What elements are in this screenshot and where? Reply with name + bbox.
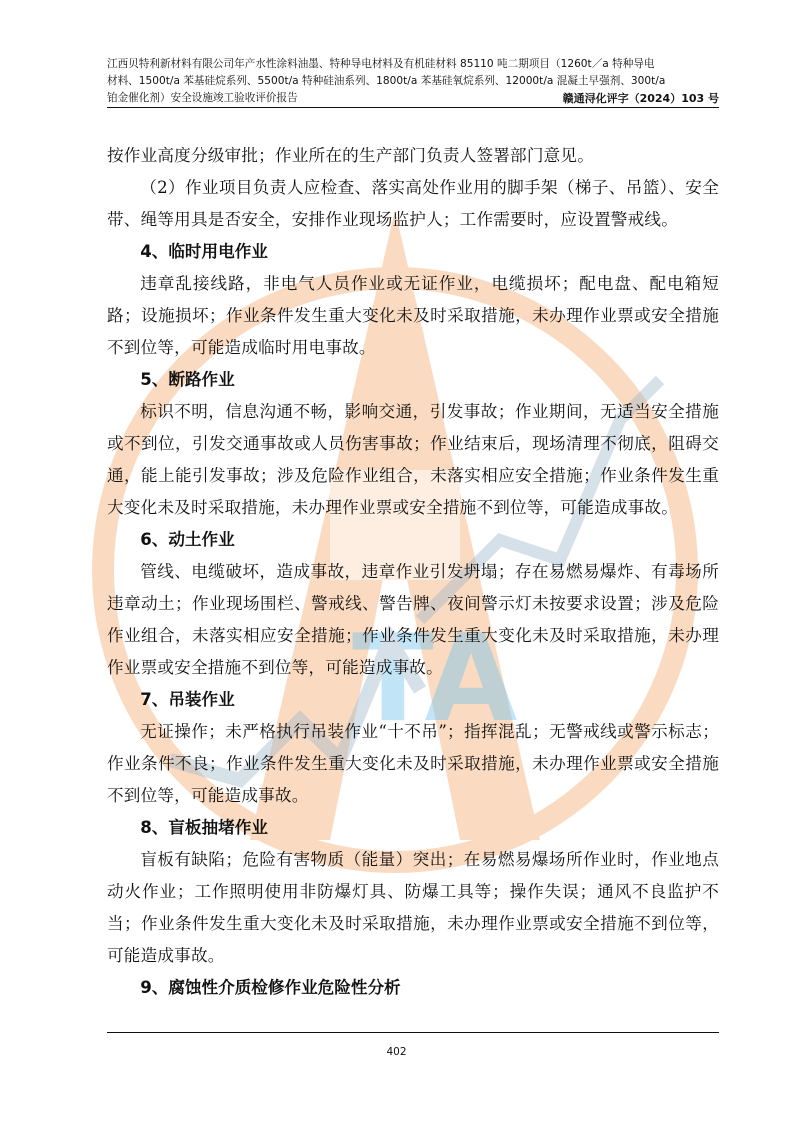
section-heading-9: 9、腐蚀性介质检修作业危险性分析 bbox=[140, 978, 401, 997]
paragraph-section-4: 违章乱接线路，非电气人员作业或无证作业，电缆损坏；配电盘、配电箱短路；设施损坏；作业条件发生重大变化未及时采取措施，未办理作业票或安全措施不到位等，可能造成临时用电事故。 bbox=[107, 274, 719, 357]
paragraph-section-6: 管线、电缆破坏，造成事故，违章作业引发坍塌；存在易燃易爆炸、有毒场所违章动土；作业现场围栏、警戒线、警告牌、夜间警示灯未按要求设置；涉及危险作业组合，未落实相应安全措施；作业条件发生重大变化未及时采取措施，未办理作业票或安全措施不到位等，可能造成事故。 bbox=[107, 562, 719, 677]
section-heading-8: 8、盲板抽堵作业 bbox=[140, 818, 268, 837]
paragraph-section-7: 无证操作；未严格执行吊装作业“十不吊”；指挥混乱；无警戒线或警示标志；作业条件不良；作业条件发生重大变化未及时采取措施，未办理作业票或安全措施不到位等，可能造成事故。 bbox=[107, 722, 719, 805]
paragraph-continuation: 按作业高度分级审批；作业所在的生产部门负责人签署部门意见。 bbox=[107, 146, 595, 165]
body-text bbox=[107, 140, 719, 1004]
header-line-2: 材料、1500t/a 苯基硅烷系列、5500t/a 特种硅油系列、1800t/a 苯基硅氧烷系列、12000t/a 混凝土早强剂、300t/a bbox=[107, 75, 666, 87]
section-heading-4: 4、临时用电作业 bbox=[140, 242, 268, 261]
page-header bbox=[107, 56, 719, 107]
watermark-letters: TA bbox=[352, 610, 518, 749]
section-heading-5: 5、断路作业 bbox=[140, 370, 235, 389]
section-heading-7: 7、吊装作业 bbox=[140, 690, 235, 709]
header-divider bbox=[107, 107, 719, 108]
footer-divider bbox=[107, 1032, 719, 1033]
section-heading-6: 6、动土作业 bbox=[140, 530, 235, 549]
header-line-3: 铂金催化剂）安全设施竣工验收评价报告 bbox=[107, 92, 298, 104]
report-reference-number: 赣通浔化评字（2024）103 号 bbox=[562, 92, 719, 105]
paragraph-item-2: （2）作业项目负责人应检查、落实高处作业用的脚手架（梯子、吊篮）、安全带、绳等用具是否安全，安排作业现场监护人；工作需要时，应设置警戒线。 bbox=[107, 178, 719, 229]
page-number: 402 bbox=[386, 1046, 407, 1058]
header-line-1: 江西贝特利新材料有限公司年产水性涂料油墨、特种导电材料及有机硅材料 85110 吨二期项目（1260t／a 特种导电 bbox=[107, 58, 655, 70]
paragraph-section-5: 标识不明，信息沟通不畅，影响交通，引发事故；作业期间，无适当安全措施或不到位，引发交通事故或人员伤害事故；作业结束后，现场清理不彻底，阻碍交通，能上能引发事故；涉及危险作业组合，未落实相应安全措施；作业条件发生重大变化未及时采取措施，未办理作业票或安全措施不到位等，可能造成事故。 bbox=[107, 402, 719, 517]
paragraph-section-8: 盲板有缺陷；危险有害物质（能量）突出；在易燃易爆场所作业时，作业地点动火作业；工作照明使用非防爆灯具、防爆工具等；操作失误；通风不良监护不当；作业条件发生重大变化未及时采取措施，未办理作业票或安全措施不到位等，可能造成事故。 bbox=[107, 850, 719, 965]
